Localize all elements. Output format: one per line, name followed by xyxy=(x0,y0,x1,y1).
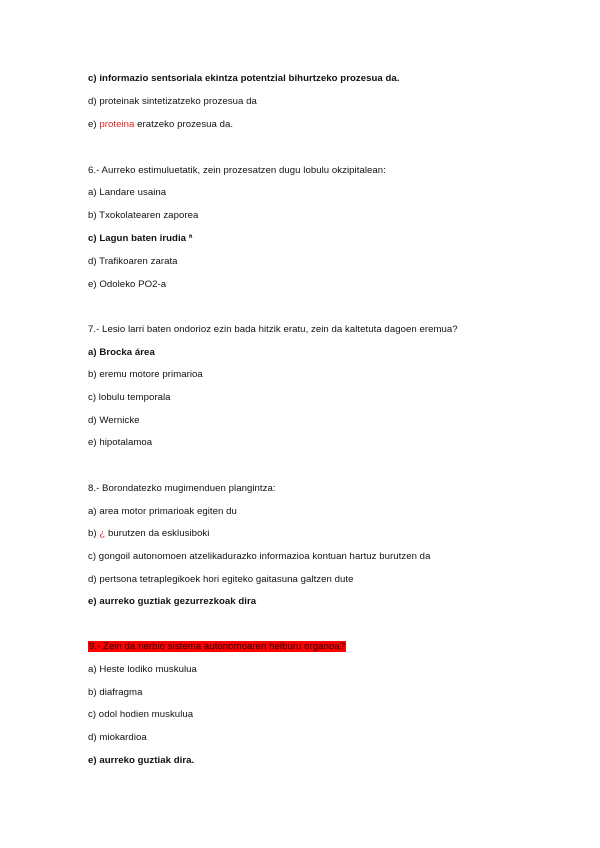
q5-option-e-prefix: e) xyxy=(88,119,100,130)
question-8: 8.- Borondatezko mugimenduen plangintza: xyxy=(88,483,276,494)
q7-option-a: a) Brocka área xyxy=(88,347,155,358)
q9-option-a: a) Heste lodiko muskulua xyxy=(88,664,197,675)
question-6: 6.- Aurreko estimuluetatik, zein prozesatzen dugu lobulu okzipitalean: xyxy=(88,165,386,176)
q8-option-b-suffix: burutzen da esklusiboki xyxy=(105,528,210,539)
q5-option-e-highlight: proteina xyxy=(99,119,135,130)
q8-option-a: a) area motor primarioak egiten du xyxy=(88,506,237,517)
q9-option-d: d) miokardioa xyxy=(88,732,147,743)
question-9-highlight: 9.- Zein da nerbio sistema autonomoaren helburu organoa? xyxy=(89,641,346,652)
q5-option-e-suffix: eratzeko prozesua da. xyxy=(134,119,234,130)
q5-option-c: c) informazio sentsoriala ekintza potentzial bihurtzeko prozesua da. xyxy=(88,73,400,84)
q8-option-b-highlight: ¿ xyxy=(99,528,106,539)
q7-option-e: e) hipotalamoa xyxy=(88,437,153,448)
q9-option-b: b) diafragma xyxy=(88,687,143,698)
q8-option-e: e) aurreko guztiak gezurrezkoak dira xyxy=(88,596,257,607)
q7-option-b: b) eremu motore primarioa xyxy=(88,369,203,380)
question-9 xyxy=(88,641,346,653)
q9-option-c: c) odol hodien muskulua xyxy=(88,709,194,720)
q5-option-e xyxy=(88,119,233,131)
q6-option-b: b) Txokolatearen zaporea xyxy=(88,210,199,221)
q8-option-d: d) pertsona tetraplegikoek hori egiteko gaitasuna galtzen dute xyxy=(88,574,354,585)
q7-option-d: d) Wernicke xyxy=(88,415,140,426)
q8-option-b xyxy=(88,528,209,540)
q6-option-a: a) Landare usaina xyxy=(88,187,167,198)
q9-option-e: e) aurreko guztiak dira. xyxy=(88,755,195,766)
q8-option-b-prefix: b) xyxy=(88,528,100,539)
q5-option-d: d) proteinak sintetizatzeko prozesua da xyxy=(88,96,257,107)
q6-option-c: c) Lagun baten irudia ª xyxy=(88,233,193,244)
q6-option-d: d) Trafikoaren zarata xyxy=(88,256,178,267)
question-7: 7.- Lesio larri baten ondorioz ezin bada hitzik eratu, zein da kaltetuta dagoen eremua? xyxy=(88,324,458,335)
q7-option-c: c) lobulu temporala xyxy=(88,392,171,403)
q6-option-e: e) Odoleko PO2-a xyxy=(88,279,167,290)
q8-option-c: c) gongoil autonomoen atzelikadurazko informazioa kontuan hartuz burutzen da xyxy=(88,551,431,562)
